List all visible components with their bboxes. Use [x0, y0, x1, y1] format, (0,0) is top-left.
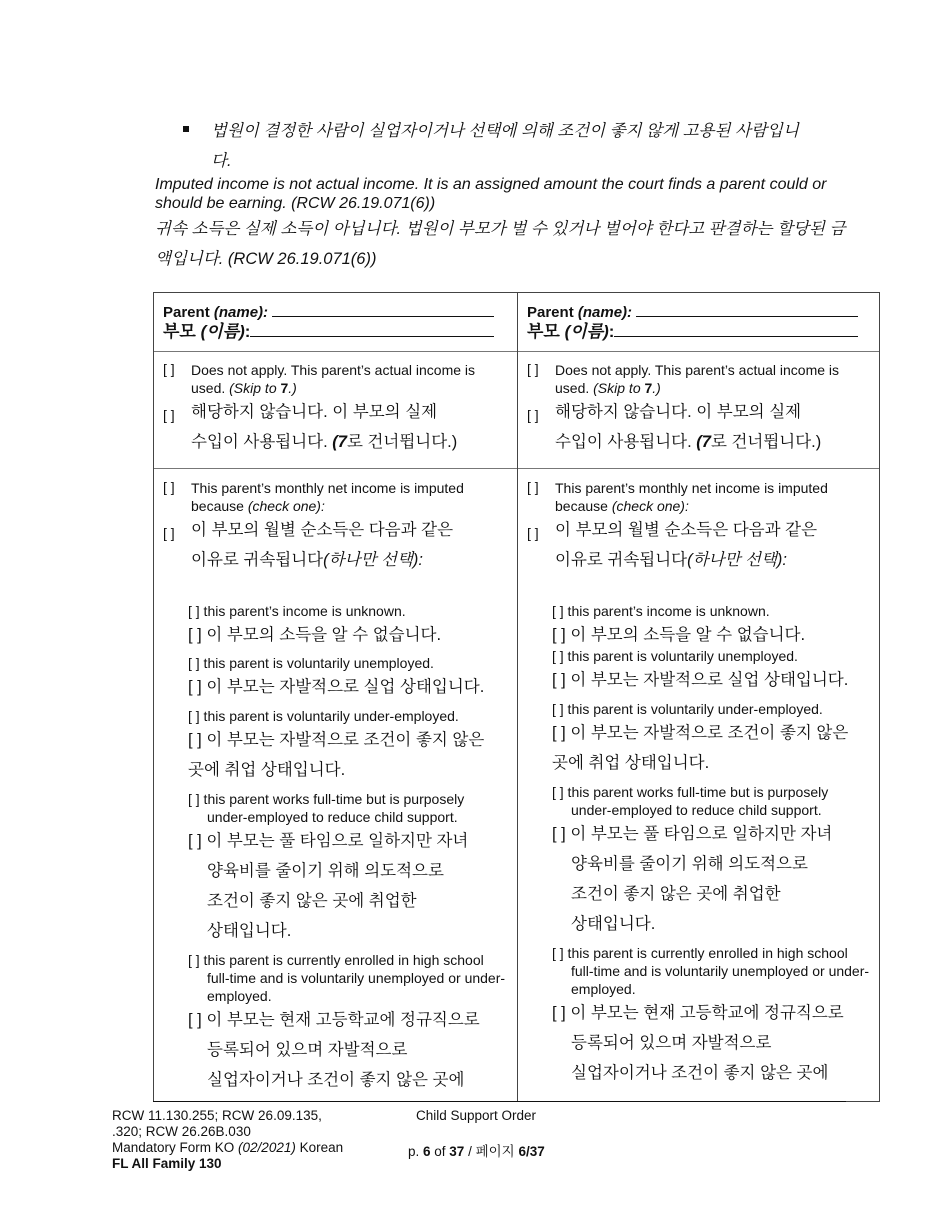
line: [ ] 이 부모는 현재 고등학교에 정규직으로	[552, 1004, 844, 1022]
bullet-icon	[183, 126, 189, 132]
reason-text-ko[interactable]	[188, 725, 518, 785]
line: 실업자이거나 조건이 좋지 않은 곳에	[207, 1071, 465, 1089]
line: 조건이 좋지 않은 곳에 취업한	[207, 892, 417, 910]
line	[191, 427, 511, 457]
line: 상태입니다.	[571, 915, 656, 933]
line: 등록되어 있으며 자발적으로	[207, 1041, 408, 1059]
does-not-apply-checkbox[interactable]: [ ]	[527, 361, 539, 377]
choose-one: (하나만 선택):	[687, 551, 787, 569]
footer-page-number	[408, 1144, 545, 1160]
text: This parent’s monthly net income is imputed because	[555, 480, 828, 514]
line	[555, 545, 875, 575]
line: [ ] this parent works full-time but is purposely	[188, 791, 465, 807]
reason-text-en[interactable]	[188, 654, 518, 672]
page-total: 37	[449, 1144, 465, 1159]
line: [ ] this parent works full-time but is purposely	[552, 784, 829, 800]
reason-voluntarily-under-employed	[188, 707, 518, 785]
skip-end: .)	[288, 380, 297, 396]
text: This parent’s monthly net income is imputed because	[191, 480, 464, 514]
imputed-income-definition-ko: 귀속 소득은 실제 소득이 아닙니다. 법원이 부모가 벌 수 있거나 벌어야 한다고 판결하는 할당된 금액입니다. (RCW 26.19.071(6))	[155, 220, 846, 268]
reason-income-unknown	[552, 602, 882, 650]
line: [ ] 이 부모는 현재 고등학교에 정규직으로	[188, 1011, 480, 1029]
parent-name-field[interactable]	[636, 304, 858, 317]
does-not-apply-checkbox[interactable]: [ ]	[163, 361, 175, 377]
line: [ ] this parent is voluntarily under-employed.	[552, 701, 823, 717]
line: [ ] this parent is voluntarily unemployed.	[188, 655, 434, 671]
income-imputed-checkbox[interactable]: [ ]	[527, 479, 539, 495]
income-imputed-option	[527, 479, 872, 579]
skip-section: (7	[696, 433, 711, 451]
footer-statutes-line1: RCW 11.130.255; RCW 26.09.135,	[112, 1108, 322, 1123]
line: 실업자이거나 조건이 좋지 않은 곳에	[571, 1064, 829, 1082]
label-ko: 부모	[163, 322, 201, 341]
footer-form-info	[112, 1108, 343, 1172]
parent-name-field-ko[interactable]	[614, 324, 858, 337]
reason-text-en[interactable]	[552, 602, 882, 620]
imputed-income-definition-en: Imputed income is not actual income. It is an assigned amount the court finds a parent could or should be earning. (RCW 26.19.071(6))	[155, 176, 827, 212]
line: [ ] this parent is currently enrolled in high school	[552, 945, 848, 961]
skip-end: 로 건너뜁니다.)	[346, 433, 458, 451]
skip-end: 로 건너뜁니다.)	[710, 433, 822, 451]
line: 양육비를 줄이기 위해 의도적으로	[571, 855, 808, 873]
parent-name-label-en	[163, 303, 503, 322]
line: 등록되어 있으며 자발적으로	[571, 1034, 772, 1052]
text: 수입이 사용됩니다.	[555, 433, 697, 451]
parent-income-table	[153, 292, 880, 1102]
income-imputed-checkbox-ko[interactable]: [ ]	[163, 525, 175, 541]
parent-name-label-ko	[163, 322, 503, 342]
reason-text-en[interactable]	[188, 951, 518, 1005]
check-one: (check one):	[611, 498, 689, 514]
reason-text-ko[interactable]	[552, 620, 882, 650]
label-en-italic: (name):	[577, 304, 633, 321]
does-not-apply-option	[163, 361, 508, 461]
parent-name-field[interactable]	[272, 304, 494, 317]
line: 이 부모의 월별 순소득은 다음과 같은	[555, 521, 818, 539]
line: under-employed to reduce child support.	[571, 802, 822, 818]
skip-section: (7	[332, 433, 347, 451]
does-not-apply-text-ko	[191, 397, 511, 457]
skip-text: (Skip to	[229, 380, 281, 396]
parent-name-field-ko[interactable]	[250, 324, 494, 337]
line: 조건이 좋지 않은 곳에 취업한	[571, 885, 781, 903]
line: full-time and is voluntarily unemployed or under-	[207, 970, 506, 986]
text: Does not apply. This parent’s actual income is used.	[191, 362, 476, 396]
line: [ ] this parent’s income is unknown.	[552, 603, 770, 619]
line: employed.	[207, 988, 272, 1004]
line: 양육비를 줄이기 위해 의도적으로	[207, 862, 444, 880]
footer-statutes-line2: .320; RCW 26.26B.030	[112, 1124, 251, 1139]
line: [ ] 이 부모는 자발적으로 실업 상태입니다.	[552, 671, 849, 689]
income-imputed-text-en	[555, 479, 865, 515]
reason-text-en[interactable]	[552, 944, 882, 998]
skip-text: (Skip to	[593, 380, 645, 396]
form-language: Korean	[295, 1140, 344, 1155]
line: [ ] 이 부모의 소득을 알 수 없습니다.	[188, 626, 442, 644]
check-one: (check one):	[247, 498, 325, 514]
reason-voluntarily-under-employed	[552, 700, 882, 778]
line: 해당하지 않습니다. 이 부모의 실제	[555, 403, 802, 421]
page-current: 6	[423, 1144, 431, 1159]
reason-text-ko[interactable]	[552, 819, 882, 939]
parent-name-label-ko	[527, 322, 867, 342]
reason-text-ko[interactable]	[188, 620, 518, 650]
line: [ ] this parent is voluntarily under-employed.	[188, 708, 459, 724]
line	[191, 545, 511, 575]
reason-voluntarily-unemployed	[552, 647, 882, 695]
text: 이유로 귀속됩니다	[555, 551, 688, 569]
line: 이 부모의 월별 순소득은 다음과 같은	[191, 521, 454, 539]
footer-form-id: FL All Family 130	[112, 1156, 222, 1171]
parent-column-1	[154, 293, 517, 1101]
does-not-apply-text-en	[191, 361, 501, 397]
skip-section: 7	[280, 380, 289, 396]
page-of: of	[430, 1144, 450, 1159]
does-not-apply-text-ko	[555, 397, 875, 457]
reason-text-en[interactable]	[188, 790, 518, 826]
reason-text-en[interactable]	[552, 700, 882, 718]
skip-end: .)	[652, 380, 661, 396]
parent-column-2	[518, 293, 881, 1101]
line: 해당하지 않습니다. 이 부모의 실제	[191, 403, 438, 421]
text: Does not apply. This parent’s actual income is used.	[555, 362, 840, 396]
income-imputed-text-ko	[555, 515, 875, 575]
label-en: Parent	[163, 304, 214, 321]
reason-income-unknown	[188, 602, 518, 650]
label-ko-italic: (이름)	[564, 322, 609, 341]
parent-name-label-en	[527, 303, 867, 322]
reason-purposely-under-employed	[552, 783, 882, 939]
reason-purposely-under-employed	[188, 790, 518, 946]
label-ko-colon: :	[608, 322, 615, 341]
income-imputed-text-en	[191, 479, 501, 515]
form-prefix: Mandatory Form KO	[112, 1140, 239, 1155]
reason-voluntarily-unemployed	[188, 654, 518, 702]
page-separator-ko: / 페이지	[464, 1144, 519, 1159]
line: 곳에 취업 상태입니다.	[188, 761, 346, 779]
income-imputed-text-ko	[191, 515, 511, 575]
line: under-employed to reduce child support.	[207, 809, 458, 825]
reason-text-en[interactable]	[552, 783, 882, 819]
line: [ ] 이 부모의 소득을 알 수 없습니다.	[552, 626, 806, 644]
reason-text-ko[interactable]	[552, 665, 882, 695]
reason-high-school-enrolled	[188, 951, 518, 1095]
does-not-apply-text-en	[555, 361, 865, 397]
table-bottom-border	[153, 1101, 846, 1102]
parent-name-header	[163, 303, 503, 342]
income-imputed-checkbox-ko[interactable]: [ ]	[527, 525, 539, 541]
line: [ ] 이 부모는 풀 타임으로 일하지만 자녀	[552, 825, 833, 843]
label-ko-colon: :	[244, 322, 251, 341]
label-en-italic: (name):	[213, 304, 269, 321]
parent-name-header	[527, 303, 867, 342]
skip-section: 7	[644, 380, 653, 396]
intro-bullet-text: 법원이 결정한 사람이 실업자이거나 선택에 의해 조건이 좋지 않게 고용된 사람입니다.	[211, 122, 799, 170]
reason-text-ko[interactable]	[552, 998, 882, 1088]
reason-text-en[interactable]	[188, 707, 518, 725]
line: full-time and is voluntarily unemployed or under-	[571, 963, 870, 979]
reason-text-en[interactable]	[188, 602, 518, 620]
text: 이유로 귀속됩니다	[191, 551, 324, 569]
does-not-apply-checkbox-ko[interactable]: [ ]	[527, 407, 539, 423]
line: 곳에 취업 상태입니다.	[552, 754, 710, 772]
reason-text-ko[interactable]	[552, 718, 882, 778]
line: [ ] 이 부모는 자발적으로 실업 상태입니다.	[188, 678, 485, 696]
page-ko: 6/37	[518, 1144, 545, 1159]
line: [ ] this parent’s income is unknown.	[188, 603, 406, 619]
reason-high-school-enrolled	[552, 944, 882, 1088]
income-imputed-checkbox[interactable]: [ ]	[163, 479, 175, 495]
income-imputed-option	[163, 479, 508, 579]
footer-document-title: Child Support Order	[416, 1108, 537, 1123]
does-not-apply-option	[527, 361, 872, 461]
does-not-apply-checkbox-ko[interactable]: [ ]	[163, 407, 175, 423]
line: [ ] 이 부모는 풀 타임으로 일하지만 자녀	[188, 832, 469, 850]
label-ko-italic: (이름)	[200, 322, 245, 341]
line: 상태입니다.	[207, 922, 292, 940]
label-ko: 부모	[527, 322, 565, 341]
line: [ ] 이 부모는 자발적으로 조건이 좋지 않은	[188, 731, 485, 749]
footer-form-line	[112, 1140, 343, 1156]
line	[555, 427, 875, 457]
reason-text-ko[interactable]	[188, 672, 518, 702]
line: employed.	[571, 981, 636, 997]
reason-text-ko[interactable]	[188, 1005, 518, 1095]
choose-one: (하나만 선택):	[323, 551, 423, 569]
reason-text-ko[interactable]	[188, 826, 518, 946]
line: [ ] 이 부모는 자발적으로 조건이 좋지 않은	[552, 724, 849, 742]
text: 수입이 사용됩니다.	[191, 433, 333, 451]
page-prefix: p.	[408, 1144, 424, 1159]
line: [ ] this parent is voluntarily unemployed.	[552, 648, 798, 664]
form-date: (02/2021)	[238, 1140, 296, 1155]
reason-text-en[interactable]	[552, 647, 882, 665]
label-en: Parent	[527, 304, 578, 321]
line: [ ] this parent is currently enrolled in high school	[188, 952, 484, 968]
